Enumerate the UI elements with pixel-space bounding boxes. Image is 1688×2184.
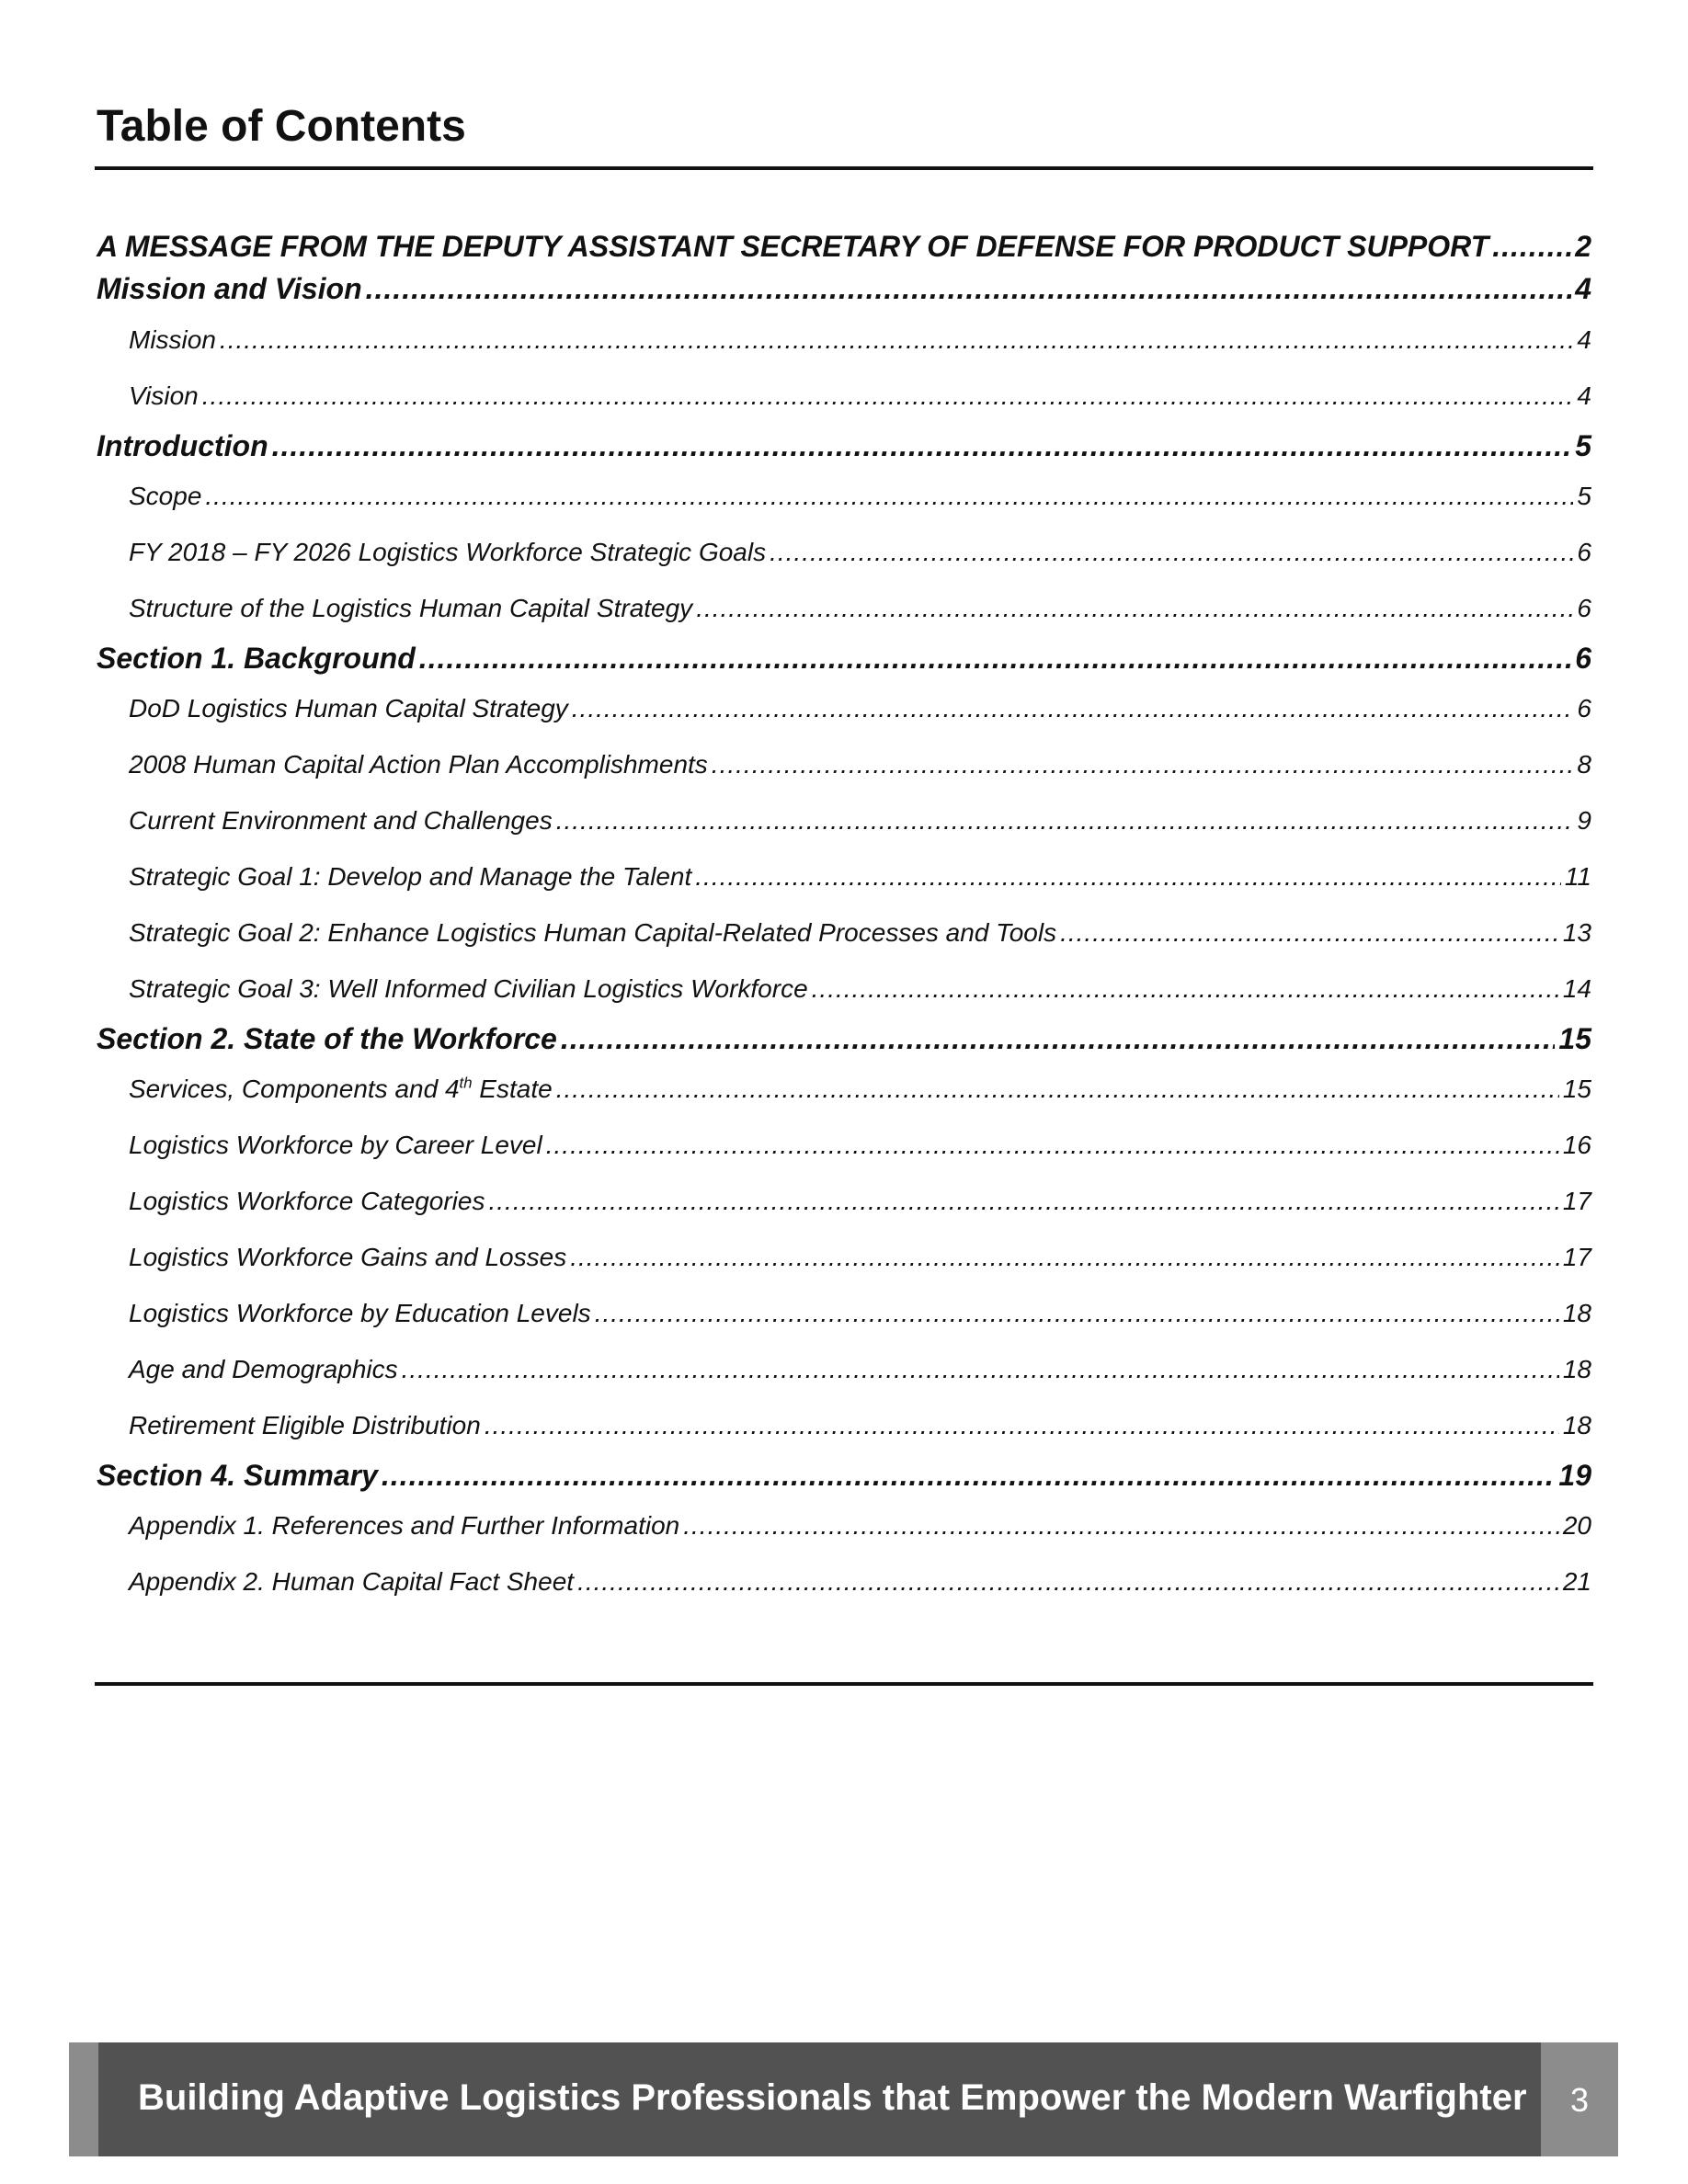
dot-leader	[556, 806, 1574, 836]
toc-entry-mission[interactable]	[97, 325, 1591, 355]
toc-entry-label: Introduction	[97, 429, 268, 462]
footer-tagline: Building Adaptive Logistics Professionals that Empower the Modern Warfighter	[138, 2077, 1527, 2118]
toc-page-number: 6	[1577, 694, 1591, 722]
toc-entry-mission-and-vision[interactable]	[97, 272, 1591, 306]
toc-entry-strategic-goals[interactable]	[97, 538, 1591, 567]
toc-entry-goal-3[interactable]	[97, 974, 1591, 1004]
toc-entry-label: Strategic Goal 3: Well Informed Civilian Logistics Workforce	[129, 974, 808, 1003]
toc-page-number: 6	[1575, 642, 1591, 675]
toc-entry-label: Logistics Workforce Categories	[129, 1187, 485, 1215]
footer-left-accent	[69, 2042, 98, 2156]
toc-entry-section-1[interactable]	[97, 642, 1591, 676]
toc-entry-goal-1[interactable]	[97, 862, 1591, 892]
toc-entry-retirement[interactable]	[97, 1411, 1591, 1440]
toc-entry-label: Structure of the Logistics Human Capital Strategy	[129, 594, 693, 622]
toc-entry-section-4[interactable]	[97, 1459, 1591, 1493]
dot-leader	[202, 381, 1574, 411]
toc-entry-appendix-2[interactable]	[97, 1567, 1591, 1597]
dot-leader	[683, 1511, 1559, 1541]
toc-page-number: 21	[1562, 1567, 1591, 1596]
dot-leader	[220, 325, 1574, 355]
toc-entry-label: Logistics Workforce by Career Level	[129, 1131, 542, 1159]
page-number: 3	[1569, 2081, 1590, 2119]
toc-entry-label: Section 2. State of the Workforce	[97, 1022, 557, 1055]
title-rule	[95, 166, 1593, 170]
dot-leader	[556, 1075, 1559, 1104]
toc-entry-label: Section 1. Background	[97, 642, 416, 675]
toc-page-number: 14	[1562, 974, 1591, 1003]
page-title: Table of Contents	[97, 102, 466, 151]
dot-leader	[1060, 918, 1559, 948]
toc-page-number: 2	[1575, 230, 1591, 263]
toc-entry-dod-strategy[interactable]	[97, 694, 1591, 723]
toc-entry-current-environment[interactable]	[97, 806, 1591, 836]
toc-entry-label: Retirement Eligible Distribution	[129, 1411, 481, 1439]
toc-entry-label: Scope	[129, 482, 202, 510]
toc-entry-goal-2[interactable]	[97, 918, 1591, 948]
toc-entry-label: Appendix 2. Human Capital Fact Sheet	[129, 1567, 575, 1596]
bottom-rule	[95, 1682, 1593, 1686]
toc-entry-scope[interactable]	[97, 482, 1591, 511]
toc-entry-label: A MESSAGE FROM THE DEPUTY ASSISTANT SECRETARY OF DEFENSE FOR PRODUCT SUPPORT	[97, 230, 1489, 263]
toc-entry-label: 2008 Human Capital Action Plan Accomplishments	[129, 750, 708, 779]
toc-page-number: 4	[1577, 381, 1591, 410]
toc-entry-introduction[interactable]	[97, 429, 1591, 463]
toc-entry-label: Mission	[129, 325, 216, 354]
toc-entry-label: Vision	[129, 381, 199, 410]
toc-page-number: 6	[1577, 538, 1591, 566]
toc-entry-label: Strategic Goal 1: Develop and Manage the Talent	[129, 862, 692, 891]
toc-entry-gains-losses[interactable]	[97, 1243, 1591, 1272]
toc-page-number: 6	[1577, 594, 1591, 622]
toc-page-number: 4	[1577, 325, 1591, 354]
toc-page-number: 17	[1562, 1243, 1591, 1271]
toc-page-number: 18	[1562, 1355, 1591, 1383]
toc-entry-career-level[interactable]	[97, 1131, 1591, 1160]
toc-entry-age-demographics[interactable]	[97, 1355, 1591, 1384]
toc-entry-label: FY 2018 – FY 2026 Logistics Workforce Strategic Goals	[129, 538, 767, 566]
dot-leader	[570, 1243, 1559, 1272]
toc-page-number: 15	[1558, 1022, 1591, 1055]
toc-page-number: 5	[1575, 429, 1591, 462]
toc-entry-label: Strategic Goal 2: Enhance Logistics Human Capital-Related Processes and Tools	[129, 918, 1057, 947]
dot-leader	[577, 1567, 1559, 1597]
toc-page-number: 18	[1562, 1411, 1591, 1439]
dot-leader	[366, 272, 1572, 306]
dot-leader	[382, 1459, 1556, 1493]
toc-entry-categories[interactable]	[97, 1187, 1591, 1216]
toc-entry-label: Current Environment and Challenges	[129, 806, 553, 835]
toc-page-number: 5	[1577, 482, 1591, 510]
dot-leader	[572, 694, 1574, 723]
toc-entry-label: Logistics Workforce Gains and Losses	[129, 1243, 567, 1271]
dot-leader	[205, 482, 1573, 511]
toc-page-number: 17	[1562, 1187, 1591, 1215]
dot-leader	[595, 1299, 1559, 1328]
dot-leader	[485, 1411, 1559, 1440]
dot-leader	[419, 642, 1571, 676]
toc-page-number: 13	[1562, 918, 1591, 947]
dot-leader	[546, 1131, 1559, 1160]
dot-leader	[561, 1022, 1556, 1056]
toc-page-number: 16	[1562, 1131, 1591, 1159]
toc-page-number: 4	[1575, 272, 1591, 305]
dot-leader	[488, 1187, 1558, 1216]
toc-entry-label: Services, Components and 4th Estate	[129, 1074, 553, 1103]
dot-leader	[695, 862, 1561, 892]
toc-page-number: 19	[1558, 1459, 1591, 1492]
toc-entry-label: Section 4. Summary	[97, 1459, 378, 1492]
toc-entry-message[interactable]	[97, 230, 1591, 264]
toc-entry-label: DoD Logistics Human Capital Strategy	[129, 694, 568, 722]
toc-page-number: 15	[1562, 1075, 1591, 1103]
dot-leader	[272, 429, 1572, 463]
toc-entry-label: Logistics Workforce by Education Levels	[129, 1299, 591, 1327]
toc-entry-vision[interactable]	[97, 381, 1591, 411]
toc-page-number: 11	[1564, 862, 1591, 891]
toc-entry-structure[interactable]	[97, 594, 1591, 623]
dot-leader	[812, 974, 1559, 1004]
toc-entry-section-2[interactable]	[97, 1022, 1591, 1056]
dot-leader	[696, 594, 1573, 623]
toc-entry-2008-plan[interactable]	[97, 750, 1591, 779]
dot-leader	[770, 538, 1573, 567]
toc-entry-label: Appendix 1. References and Further Information	[129, 1511, 680, 1540]
toc-entry-services-components[interactable]	[97, 1075, 1591, 1104]
toc-entry-education[interactable]	[97, 1299, 1591, 1328]
toc-page-number: 8	[1577, 750, 1591, 779]
toc-page-number: 20	[1562, 1511, 1591, 1540]
dot-leader	[1492, 230, 1571, 264]
toc-entry-label: Age and Demographics	[129, 1355, 398, 1383]
dot-leader	[712, 750, 1574, 779]
toc-page-number: 18	[1562, 1299, 1591, 1327]
toc-entry-appendix-1[interactable]	[97, 1511, 1591, 1541]
toc-page-number: 9	[1577, 806, 1591, 835]
toc-entry-label: Mission and Vision	[97, 272, 362, 305]
dot-leader	[402, 1355, 1559, 1384]
